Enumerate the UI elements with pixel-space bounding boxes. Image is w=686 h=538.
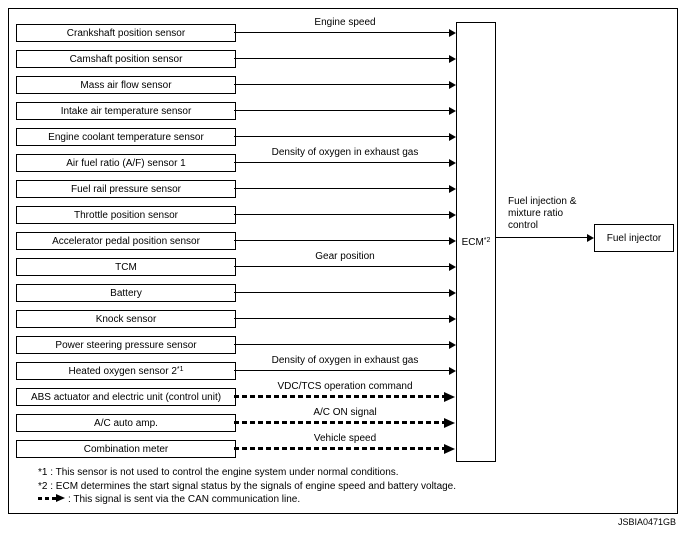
sensor-label-wrap bbox=[68, 366, 183, 377]
sensor-label-wrap bbox=[74, 210, 178, 221]
sensor-label: Heated oxygen sensor 2 bbox=[68, 365, 177, 377]
diagram-row bbox=[0, 147, 686, 172]
diagram-row bbox=[0, 336, 686, 354]
signal-arrow-line bbox=[234, 32, 449, 33]
fuel-injector-label: Fuel injector bbox=[606, 232, 662, 244]
sensor-label-wrap bbox=[110, 288, 142, 299]
sensor-label-wrap bbox=[66, 158, 185, 169]
output-signal-label bbox=[508, 196, 576, 232]
output-arrow-head bbox=[587, 234, 594, 242]
arrow-head bbox=[449, 367, 456, 375]
sensor-box bbox=[16, 414, 236, 432]
sensor-box bbox=[16, 76, 236, 94]
sensor-label-sup: *1 bbox=[176, 365, 184, 373]
sensor-label: Battery bbox=[110, 287, 142, 299]
arrow-head bbox=[449, 289, 456, 297]
signal-arrow-line bbox=[234, 162, 449, 163]
sensor-box bbox=[16, 206, 236, 224]
signal-arrow-line bbox=[234, 370, 449, 371]
output-arrow-line bbox=[496, 237, 587, 238]
arrow-head bbox=[449, 341, 456, 349]
signal-arrow-line bbox=[234, 84, 449, 85]
sensor-label: TCM bbox=[115, 261, 137, 273]
sensor-box bbox=[16, 362, 236, 380]
diagram-row bbox=[0, 128, 686, 146]
sensor-label: Fuel rail pressure sensor bbox=[70, 183, 182, 195]
sensor-label: Camshaft position sensor bbox=[69, 53, 183, 65]
can-dashed-arrow-icon bbox=[38, 494, 65, 503]
can-signal-arrow-line bbox=[234, 395, 444, 398]
footnote-1-text: This sensor is not used to control the engine system under normal conditions. bbox=[55, 467, 399, 478]
arrow-head bbox=[449, 185, 456, 193]
arrow-head bbox=[449, 107, 456, 115]
diagram-row bbox=[0, 50, 686, 68]
diagram-row bbox=[0, 381, 686, 406]
signal-label: VDC/TCS operation command bbox=[277, 381, 413, 392]
can-signal-arrow-line bbox=[234, 447, 444, 450]
ecm-label-sup: *2 bbox=[483, 236, 491, 244]
arrow-head bbox=[449, 81, 456, 89]
arrow-head bbox=[449, 29, 456, 37]
sensor-label-wrap bbox=[67, 28, 185, 39]
output-signal-label-line: Fuel injection & bbox=[508, 196, 577, 207]
diagram-row bbox=[0, 310, 686, 328]
signal-label: Density of oxygen in exhaust gas bbox=[271, 147, 419, 158]
signal-arrow-line bbox=[234, 318, 449, 319]
signal-label: A/C ON signal bbox=[313, 407, 377, 418]
diagram-row bbox=[0, 206, 686, 224]
sensor-label: Combination meter bbox=[83, 443, 169, 455]
diagram-row bbox=[0, 433, 686, 458]
sensor-label-wrap bbox=[71, 184, 181, 195]
sensor-box bbox=[16, 232, 236, 250]
diagram-row bbox=[0, 180, 686, 198]
diagram-row bbox=[0, 407, 686, 432]
signal-arrow-line bbox=[234, 136, 449, 137]
figure-code: JSBIA0471GB bbox=[617, 517, 676, 527]
footnote-3-text: : This signal is sent via the CAN communication line. bbox=[68, 494, 301, 505]
sensor-box bbox=[16, 258, 236, 276]
sensor-label: Intake air temperature sensor bbox=[60, 105, 192, 117]
footnote-2-text: ECM determines the start signal status by the signals of engine speed and battery voltage. bbox=[55, 480, 457, 492]
sensor-label: Mass air flow sensor bbox=[80, 79, 172, 91]
arrow-head bbox=[444, 418, 455, 428]
signal-arrow-line bbox=[234, 292, 449, 293]
diagram-row bbox=[0, 17, 686, 42]
footnote-2 bbox=[38, 480, 456, 494]
sensor-label-wrap bbox=[48, 132, 204, 143]
sensor-label-wrap bbox=[115, 262, 137, 273]
arrow-head bbox=[449, 133, 456, 141]
sensor-box bbox=[16, 336, 236, 354]
can-signal-arrow-line bbox=[234, 421, 444, 424]
sensor-box bbox=[16, 102, 236, 120]
diagram-row bbox=[0, 355, 686, 380]
sensor-label: Accelerator pedal position sensor bbox=[52, 235, 200, 247]
footnote-1 bbox=[38, 466, 456, 480]
sensor-label: Engine coolant temperature sensor bbox=[48, 131, 204, 143]
sensor-label-wrap bbox=[84, 444, 168, 455]
diagram-row bbox=[0, 251, 686, 276]
arrow-head bbox=[449, 211, 456, 219]
sensor-box bbox=[16, 154, 236, 172]
sensor-box bbox=[16, 24, 236, 42]
sensor-label-wrap bbox=[55, 340, 196, 351]
sensor-box bbox=[16, 440, 236, 458]
signal-arrow-line bbox=[234, 58, 449, 59]
signal-arrow-line bbox=[234, 110, 449, 111]
arrow-head bbox=[56, 494, 65, 502]
sensor-label-wrap bbox=[70, 54, 183, 65]
sensor-label-wrap bbox=[80, 80, 171, 91]
signal-label: Vehicle speed bbox=[313, 433, 377, 444]
arrow-head bbox=[444, 392, 455, 402]
signal-arrow-line bbox=[234, 188, 449, 189]
signal-arrow-line bbox=[234, 266, 449, 267]
fuel-injector-box bbox=[594, 224, 674, 252]
signal-label: Engine speed bbox=[314, 17, 376, 28]
arrow-head bbox=[449, 55, 456, 63]
sensor-label: A/C auto amp. bbox=[94, 417, 158, 429]
diagram-row bbox=[0, 284, 686, 302]
sensor-box bbox=[16, 128, 236, 146]
sensor-box bbox=[16, 310, 236, 328]
signal-arrow-line bbox=[234, 240, 449, 241]
output-signal-label-line: mixture ratio bbox=[508, 208, 564, 219]
arrow-head bbox=[449, 237, 456, 245]
arrow-head bbox=[449, 315, 456, 323]
sensor-box bbox=[16, 50, 236, 68]
footnotes bbox=[38, 466, 456, 507]
output-signal-label-line: control bbox=[508, 220, 539, 231]
dash-segment bbox=[38, 497, 57, 500]
sensor-label: Power steering pressure sensor bbox=[55, 339, 197, 351]
sensor-label-wrap bbox=[94, 418, 158, 429]
sensor-box bbox=[16, 180, 236, 198]
sensor-label: Throttle position sensor bbox=[74, 209, 178, 221]
diagram-row bbox=[0, 232, 686, 250]
arrow-head bbox=[444, 444, 455, 454]
sensor-label-wrap bbox=[52, 236, 200, 247]
sensor-box bbox=[16, 388, 236, 406]
sensor-label-wrap bbox=[31, 392, 221, 403]
signal-arrow-line bbox=[234, 214, 449, 215]
ecm-box bbox=[456, 22, 496, 462]
diagram-row bbox=[0, 102, 686, 120]
signal-arrow-line bbox=[234, 344, 449, 345]
sensor-box bbox=[16, 284, 236, 302]
footnote-3 bbox=[38, 493, 456, 507]
ecm-label: ECM bbox=[461, 236, 484, 248]
arrow-head bbox=[449, 263, 456, 271]
sensor-label: Knock sensor bbox=[95, 313, 157, 325]
sensor-label-wrap bbox=[96, 314, 157, 325]
sensor-label: ABS actuator and electric unit (control unit) bbox=[30, 391, 222, 403]
footnote-2-prefix: *2 : bbox=[38, 480, 54, 492]
footnote-1-prefix: *1 : bbox=[38, 467, 54, 478]
signal-label: Density of oxygen in exhaust gas bbox=[271, 355, 419, 366]
sensor-label: Air fuel ratio (A/F) sensor 1 bbox=[66, 157, 186, 169]
sensor-label-wrap bbox=[61, 106, 192, 117]
arrow-head bbox=[449, 159, 456, 167]
signal-label: Gear position bbox=[315, 251, 375, 262]
diagram-row bbox=[0, 76, 686, 94]
sensor-label: Crankshaft position sensor bbox=[66, 27, 186, 39]
ecm-label-wrap bbox=[462, 237, 491, 248]
